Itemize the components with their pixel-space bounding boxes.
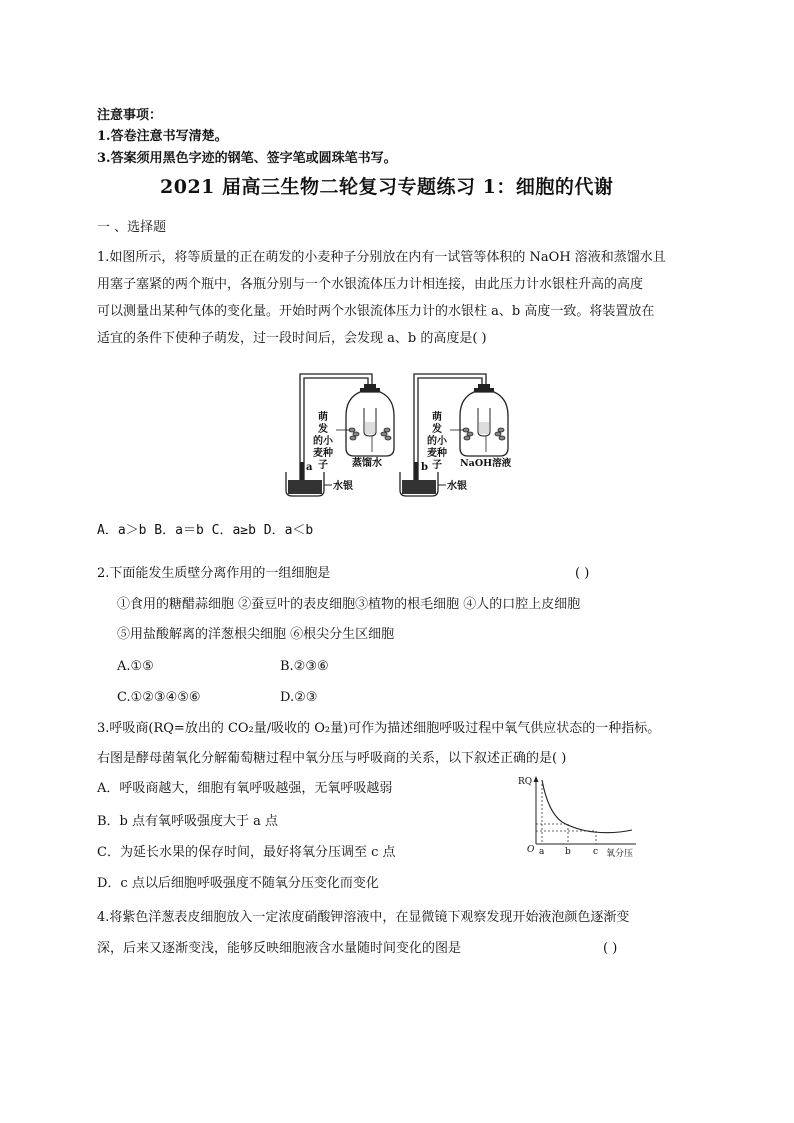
right-seed-label-2: 发 (432, 424, 442, 435)
left-seed-label-4: 麦种 (313, 448, 333, 459)
q3-option-d: D．c 点以后细胞呼吸强度不随氧分压变化而变化 (97, 876, 379, 891)
right-seed-label-5: 子 (432, 460, 442, 471)
rq-tick-b: b (565, 847, 571, 857)
right-seed-label-1: 萌 (432, 412, 442, 423)
left-seed-label-1: 萌 (318, 412, 328, 423)
rq-xlabel: 氧分压 (606, 849, 634, 859)
right-apparatus (400, 374, 508, 496)
q2-items-line-1: ①食用的糖醋蒜细胞 ②蚕豆叶的表皮细胞③植物的根毛细胞 ④人的口腔上皮细胞 (117, 597, 581, 612)
q2-option-d: D.②③ (280, 690, 318, 705)
q3-option-a: A．呼吸商越大，细胞有氧呼吸越强，无氧呼吸越弱 (97, 781, 393, 796)
mercury-column-a (301, 462, 304, 482)
q2-items-line-2: ⑤用盐酸解离的洋葱根尖细胞 ⑥根尖分生区细胞 (117, 627, 395, 642)
q1-apparatus-figure (280, 372, 520, 504)
q2-answer-paren: ( ) (575, 566, 590, 581)
rq-tick-c: c (593, 847, 599, 857)
q1-line-3: 可以测量出某种气体的变化量。开始时两个水银流体压力计的水银柱 a、b 高度一致。将装置放在 (97, 304, 655, 319)
section-heading: 一 、选择题 (97, 220, 167, 235)
page-title: 2021 届高三生物二轮复习专题练习 1：细胞的代谢 (160, 176, 614, 198)
rq-curve (542, 780, 632, 833)
right-mercury-label: 水银 (447, 481, 467, 492)
q3-line-1: 3.呼吸商(RQ=放出的 CO₂量/吸收的 O₂量)可作为描述细胞呼吸过程中氧气供应状态的一种指标。 (97, 721, 661, 736)
q4-line-1: 4.将紫色洋葱表皮细胞放入一定浓度硝酸钾溶液中，在显微镜下观察发现开始液泡颜色逐渐变 (97, 910, 630, 925)
left-liquid-label: 蒸馏水 (352, 458, 382, 469)
rq-ylabel: RQ (518, 777, 533, 787)
q1-line-2: 用塞子塞紧的两个瓶中，各瓶分别与一个水银流体压力计相连接，由此压力计水银柱升高的高度 (97, 277, 644, 292)
mercury-column-b (415, 462, 418, 482)
right-seed-label-4: 麦种 (427, 448, 447, 459)
q1-line-1: 1.如图所示，将等质量的正在萌发的小麦种子分别放在内有一试管等体积的 NaOH 溶液和蒸馏水且 (97, 250, 666, 265)
notice-heading: 注意事项： (97, 108, 163, 123)
q2-option-b: B.②③⑥ (280, 659, 329, 674)
tube-a-label: a (306, 462, 313, 473)
q1-line-4: 适宜的条件下使种子萌发，过一段时间后，会发现 a、b 的高度是( ) (97, 331, 487, 346)
left-seed-label-3: 的小 (313, 436, 333, 447)
notice-item-1: 1.答卷注意书写清楚。 (97, 129, 228, 144)
q3-option-c: C．为延长水果的保存时间，最好将氧分压调至 c 点 (97, 845, 396, 860)
left-seed-label-5: 子 (318, 460, 328, 471)
right-seed-label-3: 的小 (427, 436, 447, 447)
q3-rq-graph (514, 772, 644, 862)
q2-stem: 2.下面能发生质壁分离作用的一组细胞是 (97, 566, 331, 581)
left-mercury-label: 水银 (333, 481, 353, 492)
left-seed-label-2: 发 (318, 424, 328, 435)
left-apparatus (286, 374, 394, 496)
q4-line-2: 深，后来又逐渐变浅，能够反映细胞液含水量随时间变化的图是 (97, 941, 462, 956)
tube-b-label: b (421, 462, 428, 473)
right-liquid-label: NaOH溶液 (460, 458, 512, 469)
q3-option-b: B．b 点有氧呼吸强度大于 a 点 (97, 814, 279, 829)
rq-tick-a: a (539, 847, 545, 857)
q1-options: A．a＞b B．a＝b C．a≥b D．a＜b (97, 523, 314, 538)
q2-option-c: C.①②③④⑤⑥ (117, 690, 201, 705)
q4-answer-paren: ( ) (603, 941, 618, 956)
notice-item-3: 3.答案须用黑色字迹的钢笔、签字笔或圆珠笔书写。 (97, 151, 397, 166)
q2-option-a: A.①⑤ (117, 659, 154, 674)
q3-line-2: 右图是酵母菌氧化分解葡萄糖过程中氧分压与呼吸商的关系，以下叙述正确的是( ) (97, 751, 567, 766)
rq-origin: O (527, 845, 535, 855)
